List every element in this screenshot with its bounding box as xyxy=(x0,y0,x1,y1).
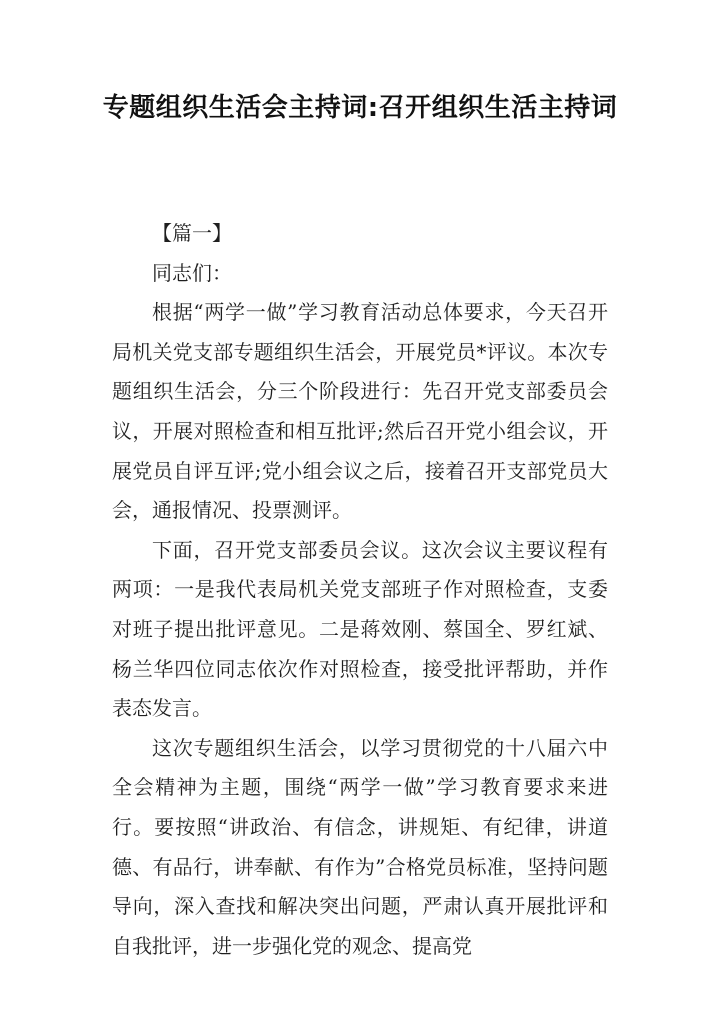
document-body xyxy=(112,214,608,966)
paragraph-3: 这次专题组织生活会，以学习贯彻党的十八届六中全会精神为主题，围绕“两学一做”学习教育要求来进行。要按照“讲政治、有信念，讲规矩、有纪律，讲道德、有品行，讲奉献、有作为”合格党员标准，坚持问题导向，深入查找和解决突出问题，严肃认真开展批评和自我批评，进一步强化党的观念、提高党 xyxy=(112,735,608,958)
salutation: 同志们： xyxy=(152,260,232,285)
document-title: 专题组织生活会主持词:召开组织生活主持词 xyxy=(102,93,618,123)
section-label: 【篇一】 xyxy=(152,221,232,245)
paragraph-2: 下面，召开党支部委员会议。这次会议主要议程有两项：一是我代表局机关党支部班子作对照检查，支委对班子提出批评意见。二是蒋效刚、蔡国全、罗红斌、杨兰华四位同志依次作对照检查，接受批评帮助，并作表态发言。 xyxy=(112,537,608,721)
paragraph-1: 根据“两学一做”学习教育活动总体要求，今天召开局机关党支部专题组织生活会，开展党员*评议。本次专题组织生活会，分三个阶段进行：先召开党支部委员会议，开展对照检查和相互批评;然后召开党小组会议，开展党员自评互评;党小组会议之后，接着召开支部党员大会，通报情况、投票测评。 xyxy=(112,300,608,523)
